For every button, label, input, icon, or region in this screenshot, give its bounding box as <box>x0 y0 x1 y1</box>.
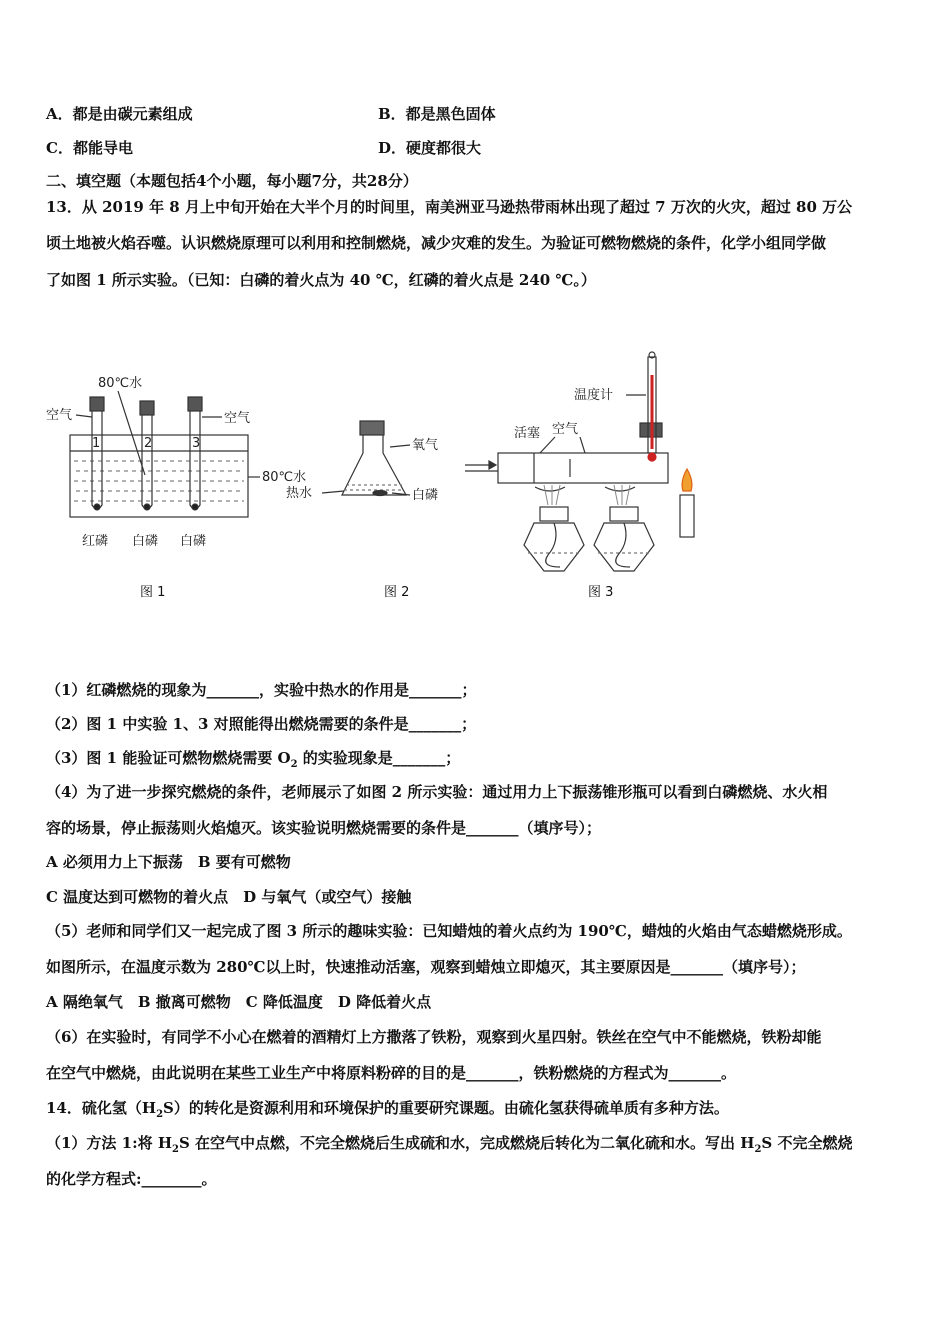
fig1-tube2-num: 2 <box>144 436 153 451</box>
option-d: D．硬度都很大 <box>378 139 482 157</box>
q13-part1: （1）红磷燃烧的现象为_______，实验中热水的作用是_______； <box>46 681 477 699</box>
q14-part1-line2: 的化学方程式:________。 <box>46 1170 217 1188</box>
fig1-white-p-label-1: 白磷 <box>132 534 159 549</box>
fig3-main-tube <box>498 453 668 483</box>
figures-svg <box>40 345 760 610</box>
fig2-hot-water-label: 热水 <box>286 486 313 501</box>
fig1-caption: 图 1 <box>140 585 166 600</box>
q13-part4-line2: 容的场景，停止振荡则火焰熄灭。该实验说明燃烧需要的条件是_______（填序号）； <box>46 819 602 837</box>
fig1-water-right: 80℃水 <box>262 470 307 485</box>
q13-part5-line2: 如图所示，在温度示数为 280℃以上时，快速推动活塞，观察到蜡烛立即熄灭，其主要原因是_______（填序号）； <box>46 958 806 976</box>
figure-1 <box>70 391 260 517</box>
q13-part4-options1: A 必须用力上下振荡 B 要有可燃物 <box>46 853 291 871</box>
fig1-tube1-num: 1 <box>92 436 101 451</box>
section-heading: 二、填空题（本题包括4个小题，每小题7分，共28分） <box>46 172 418 190</box>
fig2-caption: 图 2 <box>384 585 410 600</box>
fig1-air-right: 空气 <box>224 411 251 426</box>
fig2-white-p-label: 白磷 <box>412 488 439 503</box>
fig3-caption: 图 3 <box>588 585 614 600</box>
q13-part4-options2: C 温度达到可燃物的着火点 D 与氧气（或空气）接触 <box>46 888 412 906</box>
fig3-candle-flame <box>682 469 692 491</box>
fig3-air-label: 空气 <box>552 422 579 437</box>
option-b: B．都是黑色固体 <box>378 105 496 123</box>
q14-intro: 14．硫化氢$(H_2S)$的转化是资源利用和环境保护的重要研究课题。由硫化氢获得硫单质有多种方法。 <box>46 1099 729 1120</box>
fig3-burner-2 <box>594 487 654 571</box>
fig1-tube-3 <box>188 397 202 509</box>
fig1-water-dashes <box>74 461 244 501</box>
q13-intro-line1: 13．从 2019 年 8 月上中旬开始在大半个月的时间里，南美洲亚马逊热带雨林出现了超过 7 万次的火灾，超过 80 万公 <box>46 198 853 216</box>
fig2-flask <box>342 435 406 495</box>
experiment-figures <box>40 345 760 610</box>
option-a: A．都是由碳元素组成 <box>46 105 193 123</box>
fig1-red-phosphorus <box>94 504 100 510</box>
fig2-stopper <box>360 421 384 435</box>
q13-part4-line1: （4）为了进一步探究燃烧的条件，老师展示了如图 2 所示实验：通过用力上下振荡锥形瓶可以看到白磷燃烧、水火相 <box>46 783 828 801</box>
fig1-white-phosphorus-3 <box>192 504 198 510</box>
q13-part6-line1: （6）在实验时，有同学不小心在燃着的酒精灯上方撒落了铁粉，观察到火星四射。铁丝在空气中不能燃烧，铁粉却能 <box>46 1028 822 1046</box>
fig3-flames <box>544 485 630 505</box>
fig2-oxygen-label: 氧气 <box>412 438 439 453</box>
fig1-air-left: 空气 <box>46 408 73 423</box>
fig1-hot-water-label: 80℃水 <box>98 376 143 391</box>
fig3-burner-1 <box>524 487 584 571</box>
q13-part2: （2）图 1 中实验 1、3 对照能得出燃烧需要的条件是_______； <box>46 715 477 733</box>
q13-part3: （3）图 1 能验证可燃物燃烧需要 $O_2$ 的实验现象是_______； <box>46 749 461 770</box>
option-c: C．都能导电 <box>46 139 133 157</box>
fig1-tube-2 <box>140 401 154 509</box>
fig2-white-phosphorus <box>373 491 387 496</box>
fig3-piston-label: 活塞 <box>514 426 541 441</box>
figure-3 <box>465 352 694 571</box>
fig1-white-p-label-2: 白磷 <box>180 534 207 549</box>
q14-part1-line1: （1）方法 1:将 $H_2S$ 在空气中点燃，不完全燃烧后生成硫和水，完成燃烧后转化为二氧化硫和水。写出 $H_2S$ 不完全燃烧 <box>46 1134 853 1155</box>
q13-intro-line2: 顷土地被火焰吞噬。认识燃烧原理可以利用和控制燃烧，减少灾难的发生。为验证可燃物燃烧的条件，化学小组同学做 <box>46 234 827 252</box>
q13-part6-line2: 在空气中燃烧，由此说明在某些工业生产中将原料粉碎的目的是_______，铁粉燃烧的方程式为_______。 <box>46 1064 737 1082</box>
fig1-tube-1 <box>90 397 104 509</box>
fig3-candle <box>680 495 694 537</box>
q13-part5-options: A 隔绝氧气 B 撤离可燃物 C 降低温度 D 降低着火点 <box>46 993 432 1011</box>
q13-part5-line1: （5）老师和同学们又一起完成了图 3 所示的趣味实验：已知蜡烛的着火点约为 190℃，蜡烛的火焰由气态蜡燃烧形成。 <box>46 922 852 940</box>
fig3-thermometer-label: 温度计 <box>574 388 614 403</box>
fig1-white-phosphorus-2 <box>144 504 150 510</box>
figure-2 <box>322 421 410 496</box>
fig1-tube3-num: 3 <box>192 436 201 451</box>
fig1-red-p-label: 红磷 <box>82 534 109 549</box>
q13-intro-line3: 了如图 1 所示实验。（已知：白磷的着火点为 40 ℃，红磷的着火点是 240 ℃。） <box>46 271 596 289</box>
